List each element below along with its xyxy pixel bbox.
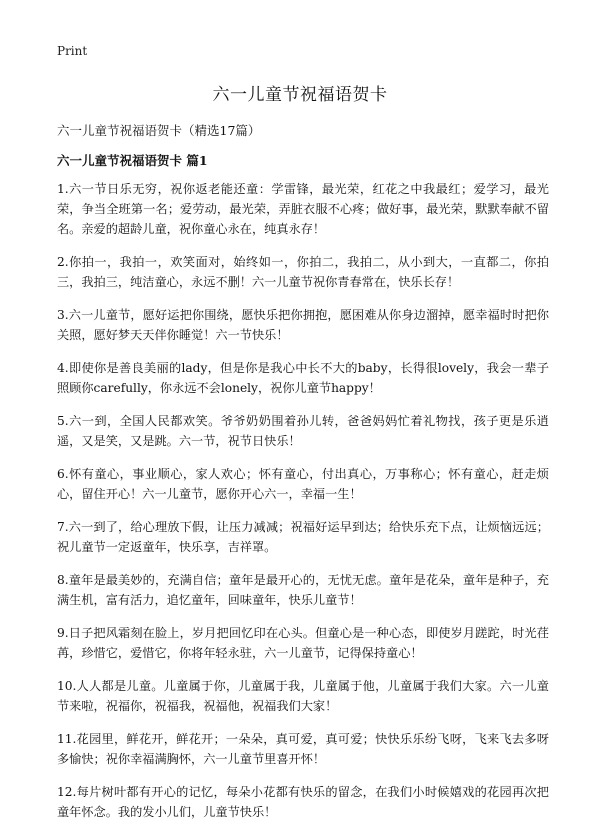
paragraph-list <box>57 179 549 835</box>
paragraph-10: 10.人人都是儿童。儿童属于你，儿童属于我，儿童属于他，儿童属于我们大家。六一儿童节来啦，祝福你，祝福我，祝福他，祝福我们大家！ <box>57 679 549 713</box>
print-link[interactable]: Print <box>57 44 88 58</box>
paragraph-9: 9.日子把风霜刻在脸上，岁月把回忆印在心头。但童心是一种心态，即使岁月蹉跎，时光荏苒，珍惜它，爱惜它，你将年轻永驻，六一儿童节，记得保持童心！ <box>57 626 549 660</box>
paragraph-1: 1.六一节日乐无穷，祝你返老能还童：学雷锋，最光荣，红花之中我最红；爱学习，最光荣，争当全班第一名；爱劳动，最光荣，弄脏衣服不心疼；做好事，最光荣，默默奉献不留名。亲爱的超龄儿童，祝你童心永在，纯真永存！ <box>57 182 549 236</box>
document-title: 六一儿童节祝福语贺卡 <box>212 85 388 105</box>
paragraph-8: 8.童年是最美妙的，充满自信；童年是最开心的，无忧无虑。童年是花朵，童年是种子，充满生机，富有活力，追忆童年，回味童年，快乐儿童节！ <box>57 573 549 607</box>
paragraph-11: 11.花园里，鲜花开，鲜花开；一朵朵，真可爱，真可爱；快快乐乐纷飞呀，飞来飞去多呀多愉快；祝你幸福满胸怀，六一儿童节里喜开怀！ <box>57 732 549 766</box>
paragraph-7: 7.六一到了，给心理放下假，让压力减减；祝福好运早到达；给快乐充下点，让烦恼远远；祝儿童节一定返童年，快乐享，吉祥罩。 <box>57 520 549 554</box>
paragraph-6: 6.怀有童心，事业顺心，家人欢心；怀有童心，付出真心，万事称心；怀有童心，赶走烦心，留住开心！六一儿童节，愿你开心六一，幸福一生！ <box>57 467 549 501</box>
paragraph-3: 3.六一儿童节，愿好运把你围绕，愿快乐把你拥抱，愿困难从你身边溜掉，愿幸福时时把你关照，愿好梦天天伴你睡觉！六一节快乐！ <box>57 308 549 342</box>
paragraph-2: 2.你拍一，我拍一，欢笑面对，始终如一，你拍二，我拍二，从小到大，一直都二，你拍三，我拍三，纯洁童心，永远不删！六一儿童节祝你青春常在，快乐长存！ <box>57 255 549 289</box>
paragraph-12: 12.每片树叶都有开心的记忆，每朵小花都有快乐的留念，在我们小时候嬉戏的花园再次把童年怀念。我的发小儿们，儿童节快乐！ <box>57 785 549 819</box>
paragraph-5: 5.六一到，全国人民都欢笑。爷爷奶奶围着孙儿转，爸爸妈妈忙着礼物找，孩子更是乐逍遥，又是笑，又是跳。六一节，祝节日快乐！ <box>57 414 549 448</box>
section-heading: 六一儿童节祝福语贺卡 篇1 <box>57 153 208 168</box>
paragraph-4: 4.即使你是善良美丽的lady，但是你是我心中长不大的baby，长得很lovely，我会一辈子照顾你carefully，你永远不会lonely，祝你儿童节happy！ <box>57 361 549 395</box>
document-subtitle: 六一儿童节祝福语贺卡（精选17篇） <box>57 123 261 138</box>
